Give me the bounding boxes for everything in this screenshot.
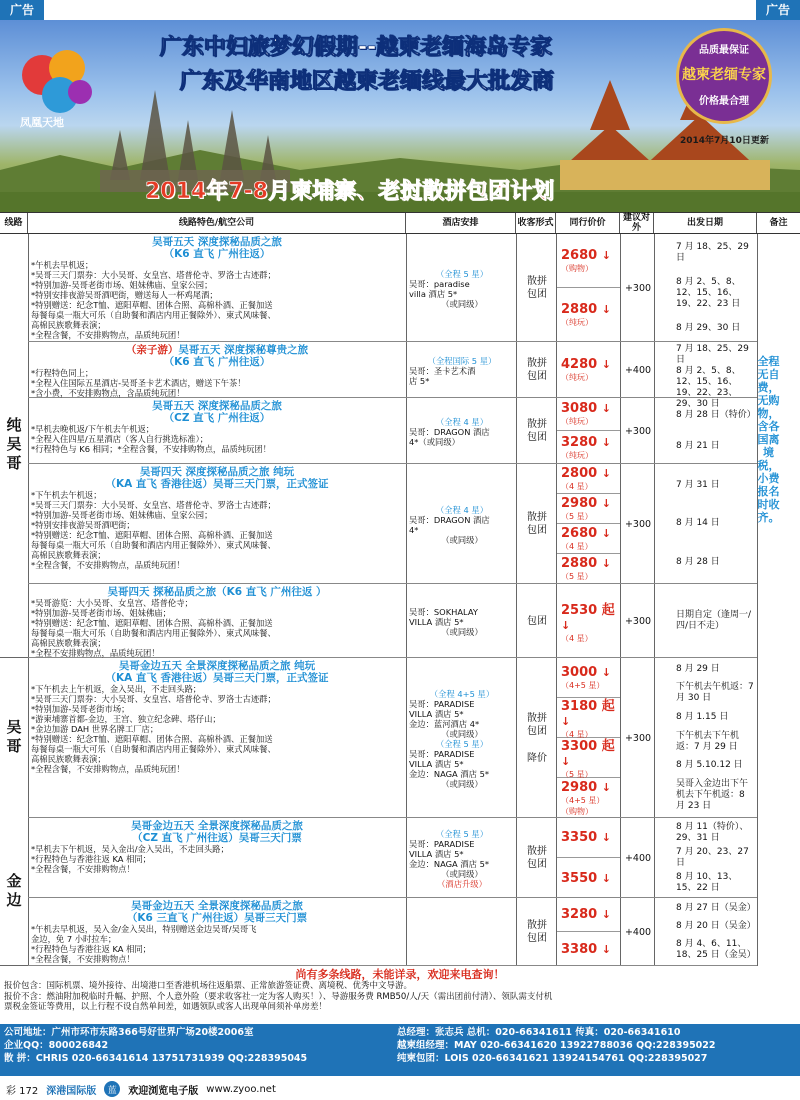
price-cell [557,738,620,778]
form-label: 散拼包团 [527,419,547,443]
price-value: 3000 ↓ [561,664,611,680]
hotel-info [409,902,515,964]
down-arrow-icon: ↓ [561,618,571,632]
price-value: 3280 ↓ [561,434,611,450]
departure-dates [656,466,756,582]
feature-line: *全程含餐，不安排购物点！ [31,954,135,964]
route-features [31,400,403,463]
price-value: 3550 ↓ [561,870,611,886]
booking-form [519,584,555,658]
route-tag: （亲子游） [125,344,179,356]
feature-line: *特别加游-吴哥老街市场、姐妹佛庙、皇家公园； [31,280,213,290]
date-line: 8 月 27 日（吴金） [676,903,756,914]
feature-line: *特别赠送：纪念T恤、遮阳草帽、团体合照、高棉朴酒、正餐加送 [31,530,273,540]
hotel-line: 吴哥：SOKHALAY [409,607,478,617]
suggested-price: +300 [624,615,652,627]
price-note: （4+5 星）（购物） [561,795,605,816]
route-subtitle: （KA 直飞 香港往返）吴哥三天门票，正式签证 [105,478,329,490]
date-line: 8 月 10、13、15、22 日 [676,872,738,894]
hotel-line: VILLA 酒店 5* [409,759,464,769]
header-features: 线路特色/航空公司 [28,213,406,233]
down-arrow-icon: ↓ [561,715,571,728]
feature-line: 高棉民族歌舞表演； [31,754,106,764]
form-label: 散拼包团 [527,512,547,536]
price-note: （5 星） [561,770,593,779]
price-cell [557,342,620,398]
departure-dates [656,344,756,409]
date-line: 吴哥入金边出下午机去下午机返：8 月 23 日 [676,779,749,812]
table-row [28,658,757,818]
feature-line: 高棉民族歌舞表演； [31,638,106,648]
route-title-line [31,236,403,248]
price-note: （纯玩） [561,318,593,327]
form-label: 散拼包团 [527,358,547,382]
feature-line: *全程含餐，不安排购物点，品质纯玩团！ [31,330,185,340]
price-note: （4 星） [561,633,593,643]
down-arrow-icon: ↓ [601,435,611,449]
hotel-line: 金边：NAGA 酒店 5* [409,859,490,869]
suggested-price: +400 [624,852,652,864]
feature-line: *吴哥游览：大小吴哥、女皇宫、塔普伦寺； [31,598,193,608]
feature-line: *特别加游-吴哥老街市场、姐妹佛庙； [31,608,171,618]
hotel-line: （全程 5 星） [435,829,489,839]
date-line: 8 月 2、5、8、12、15、16、19、22、23 日 [676,276,741,309]
down-arrow-icon: ↓ [601,780,611,794]
price-cell [557,858,620,898]
route-subtitle: （KA 直飞 香港往返）吴哥三天门票，正式签证 [105,672,329,684]
hotel-line: （酒店升级） [437,879,487,889]
suggested-price: +300 [624,282,652,294]
date-line: 8 月 20 日（吴金） [676,920,756,931]
route-features [31,820,403,897]
date-line: 8 月 29、30 日 [676,322,741,333]
table-row [28,398,757,464]
hotel-line: 金边：NAGA 酒店 5* [409,769,490,779]
feature-line: *特别加游-吴哥老街市场、姐妹佛庙、皇家公园； [31,510,213,520]
date-line: 7 月 31 日 [676,479,720,490]
feature-line: *早机去下午机返，吴入金出/金入吴出，不走回头路； [31,844,229,854]
route-subtitle: （CZ 直飞 广州往返）吴哥三天门票 [132,832,302,844]
header-dates: 出发日期 [654,213,757,233]
price-cell [557,464,620,494]
header-suggested: 建议对外 [620,213,654,233]
price-value: 2880 ↓ [561,302,611,317]
feature-line: *金边加游 DAH 世界名牌工厂店； [31,724,159,734]
hotel-info [409,822,515,896]
date-line: 8 月 5.10.12 日 [676,760,743,771]
booking-form [519,464,555,584]
price-value: 2680 ↓ [561,247,611,263]
hotel-line: （全程 4+5 星） [429,689,495,699]
hotel-info [409,588,515,656]
table-row [28,584,757,658]
notice: 尚有多条线路，未能详录，欢迎来电查询！ [295,968,505,981]
hotel-line: VILLA 酒店 5* [409,849,464,859]
hotel-line: 吴哥：paradise [409,279,470,289]
route-subtitle: （K6 三直飞 广州往返）吴哥三天门票 [126,912,308,924]
feature-line: *行程特色同上； [31,368,94,378]
feature-line: *午机去早机返，吴入金/金入吴出，特别赠送金边吴哥/吴哥飞 [31,924,257,934]
logo-text: 凤凰天地 [20,116,64,129]
price-inclusions [0,981,800,1023]
route-features [31,586,403,657]
down-arrow-icon: ↓ [601,557,611,570]
header-price: 同行价价 [556,213,620,233]
feature-line: *全程含餐，不安排购物点，品质纯玩团！ [31,560,185,570]
feature-line: *下午机去午机返； [31,490,102,500]
table-row [28,818,757,898]
table-row [28,234,757,342]
incl-line: 报价包含：国际机票、境外接待、出境港口至香港机场往返船票、正常旅游签证费、离境税、优秀中文导游。 [4,981,413,991]
route-subtitle: （K6 直飞 广州往返） [163,356,271,368]
price-cell [557,234,620,288]
hotel-line: 吴哥：PARADISE [409,749,475,759]
feature-line: *特别赠送：纪念T恤、遮阳草帽、团体合照、高棉朴酒、正餐加送 [31,300,273,310]
route-title: 吴哥金边五天 全景深度探秘品质之旅 纯玩 [118,660,316,672]
departure-dates [656,400,756,462]
down-arrow-icon: ↓ [561,755,571,768]
price-cell [557,698,620,738]
price-value: 2880 ↓ [561,556,611,571]
form-label: 散拼包团 [527,846,547,870]
price-value: 4280 ↓ [561,357,611,372]
seal-top: 品质最保证 [699,45,749,56]
date-line: 7 月 18、25、29 日 [676,242,749,264]
incl-line: 票税金签证等费用，以上行程不设自然单间差，如遇领队或客人出现单间须补单房差！ [4,1002,328,1012]
price-note: （纯玩） [561,417,593,426]
date-line: 8 月 2、5、8、12、15、16、19、22、23、29、30 日 [676,366,741,409]
price-value: 3180 起 ↓ [561,699,615,728]
gm-contact: 总经理：张志兵 总机：020-66341611 传真：020-66341610 [397,1027,681,1038]
price-cell [557,288,620,342]
feature-line: *特别安排夜游吴哥酒吧街，赠送每人一杯鸡尾酒； [31,290,218,300]
feature-line: 每餐每桌一瓶大可乐（自助餐和酒店内用正餐除外）、柬式风味餐、 [31,628,276,638]
departure-dates [656,236,756,340]
route-features [31,344,403,397]
booking-form [519,342,555,398]
date-line: 下午机去午机返：7 月 30 日 [676,682,754,704]
feature-line: *特别赠送：纪念T恤、遮阳草帽、团体合照、高棉朴酒、正餐加送 [31,618,273,628]
price-value: 3350 ↓ [561,830,611,845]
hotel-line: （全程 5 星） [435,739,489,749]
date-line: 8 月 21 日 [676,441,720,451]
feature-line: *特别赠送：纪念T恤、遮阳草帽、团体合照、高棉朴酒、正餐加送 [31,734,273,744]
feature-line: *吴哥三天门票券：大小吴哥、女皇宫、塔普伦寺、罗洛士古迹群； [31,694,276,704]
date-line: 7 月 20、23、27 日 [676,846,749,868]
hotel-line: 吴哥：圣卡艺术酒 [409,366,476,376]
route-title-line [31,900,403,912]
date-line: 下午机去下午机返：7 月 29 日 [676,730,740,752]
feature-line: *全程含餐，不安排购物点！ [31,864,135,874]
feature-line: *全程入住国际五星酒店-吴哥圣卡艺术酒店，赠送下午茶！ [31,378,246,388]
feature-line: *吴哥三天门票券：大小吴哥、女皇宫、塔普伦寺、罗洛士古迹群； [31,270,276,280]
down-arrow-icon: ↓ [601,871,611,885]
booking-form [519,234,555,342]
company-qq: 企业QQ：800026842 [4,1040,109,1051]
hotel-line: 吴哥：PARADISE [409,699,475,709]
feature-line: *午机去早机返； [31,260,94,270]
company-footer [0,1024,800,1076]
price-note: （5 星） [561,511,593,521]
date-line: 7 月 18、25、29 日 [676,344,749,365]
price-note: （5 星） [561,572,593,581]
feature-line: *行程特色与香港往返 KA 相同； [31,944,151,954]
hotel-line: （或同级） [441,869,483,879]
header-hotel: 酒店安排 [406,213,516,233]
table-row [28,464,757,584]
feature-line: *行程特色与 K6 相同；*全程含餐，不安排购物点，品质纯玩团！ [31,444,272,454]
price-note: （购物） [561,263,593,273]
banner [0,20,800,212]
category-phnom-penh: 金边 [0,818,28,966]
route-title: 吴哥金边五天 全景深度探秘品质之旅 [131,820,303,832]
route-title-line [31,400,403,412]
hotel-line: 4* [409,525,419,535]
hotel-line: villa 酒店 5* [409,289,458,299]
route-features [31,466,403,583]
form-label: 包团 [527,615,547,627]
booking-form [519,398,555,464]
route-title-line [31,820,403,832]
date-line: 8 月 28 日（特价） [676,410,756,420]
price-cell [557,554,620,584]
route-features [31,236,403,341]
color-badge: 蓝 [104,1081,120,1097]
form-label: 散拼包团 [527,712,547,737]
suggested-price: +300 [624,518,652,530]
feature-line: *游柬埔寨首都-金边，王宫、独立纪念碑、塔仔山； [31,714,221,724]
price-note: （4 星） [561,730,593,739]
hotel-line: 吴哥：DRAGON 酒店 [409,515,490,525]
route-title: 吴哥五天 深度探秘尊贵之旅 [178,344,309,356]
banner-subtitle: 2014年7-8月柬埔寨、老挝散拼包团计划 [145,179,554,204]
price-value: 2530 起 ↓ [561,602,615,632]
hotel-line: （全程 4 星） [435,417,489,427]
route-title-line [31,586,403,598]
form-label-2: 降价 [527,752,547,764]
site-url[interactable]: www.zyoo.net [206,1083,276,1095]
hotel-line: （或同级） [441,729,483,739]
down-arrow-icon: ↓ [601,496,611,510]
down-arrow-icon: ↓ [601,248,611,262]
down-arrow-icon: ↓ [601,303,611,316]
brand-logo [12,40,104,132]
route-subtitle: （K6 直飞 广州往返） [163,248,271,260]
quality-seal [676,28,772,124]
hotel-line: （全程 4 星） [435,505,489,515]
route-title: 吴哥四天 探秘品质之旅（K6 直飞 广州往返 ） [107,586,327,598]
company-address: 公司地址：广州市环市东路366号好世界广场20楼2006室 [4,1027,254,1038]
down-arrow-icon: ↓ [601,908,611,921]
route-title-line [31,466,403,478]
price-value: 3280 ↓ [561,907,611,922]
suggested-price: +400 [624,364,652,376]
route-title: 吴哥五天 深度探秘品质之旅 [152,236,282,248]
table-header [0,212,800,234]
departure-dates [656,660,756,816]
down-arrow-icon: ↓ [601,402,611,415]
price-note: （纯玩） [561,450,593,460]
price-cell [557,898,620,932]
feature-line: *行程特色与香港往返 KA 相同； [31,854,151,864]
hotel-line: （或同级） [441,299,483,309]
departure-dates [656,586,756,656]
incl-line: 报价不含：燃油附加税临时升幅、护照、个人意外险（要求收客社一定为客人购买！）、导游服务费 RMB50/人/天（需出团前付清）、领队需支付机 [4,991,553,1002]
feature-line: *下午机去上午机返，金入吴出，不走回头路； [31,684,202,694]
down-arrow-icon: ↓ [601,526,611,540]
header-notes: 备注 [769,218,788,228]
feature-line: 高棉民族歌舞表演； [31,320,106,330]
category-angkor: 吴哥 [4,719,23,757]
page-footer [0,1078,800,1100]
feature-line: *全程入住四星/五星酒店（客人自行挑选标准）； [31,434,209,444]
hotel-line: （或同级） [441,779,483,789]
feature-line: *全程含餐，不安排购物点，品质纯玩团！ [31,764,185,774]
hotel-line: 金边：蓝河酒店 4* [409,719,480,729]
down-arrow-icon: ↓ [601,665,611,679]
hotel-info [409,238,515,340]
hotel-line: 吴哥：PARADISE [409,839,475,849]
header-form: 收客形式 [516,213,556,233]
price-cell [557,584,620,658]
date-line: 8 月 11（特价）、29、31 日 [676,821,749,843]
price-cell [557,494,620,524]
route-features [31,660,403,817]
banner-title-2: 广东及华南地区越柬老缅线最大批发商 [180,69,555,94]
seal-mid: 越柬老缅专家 [682,67,766,83]
price-value: 2980 ↓ [561,495,611,511]
feature-line: 每餐每桌一瓶大可乐（自助餐和酒店内用正餐除外）、柬式风味餐、 [31,310,276,320]
hotel-info [409,662,515,816]
header-route: 线路 [0,213,28,233]
down-arrow-icon: ↓ [601,466,611,480]
down-arrow-icon: ↓ [601,942,611,956]
date-line: 8 月 14 日 [676,518,720,529]
hotel-line: （或同级） [441,627,483,637]
ad-label-right: 广告 [756,0,800,20]
chunjian-contact: 纯柬包团：LOIS 020-66341621 13924154761 QQ:228395027 [397,1053,708,1064]
form-label: 散拼包团 [527,920,547,944]
booking-form [519,658,555,818]
price-value: 3380 ↓ [561,941,611,957]
feature-line: 每餐每桌一瓶大可乐（自助餐和酒店内用正餐除外）、柬式风味餐、 [31,744,276,754]
sanpin-contact: 散 拼：CHRIS 020-66341614 13751731939 QQ:228395045 [4,1053,308,1064]
banner-title-1: 广东中妇旅梦幻假期--越柬老缅海岛专家 [160,35,553,60]
price-note: （4 星） [561,541,593,551]
hotel-line: （全程国际 5 星） [427,356,497,366]
date-line: 8 月 28 日 [676,557,720,568]
hotel-line: 4*（或同级） [409,437,460,447]
price-cell [557,932,620,966]
feature-line: *含小费，不安排购物点，含品质纯玩团！ [31,388,185,398]
price-value: 3080 ↓ [561,401,611,416]
price-value: 2800 ↓ [561,465,611,481]
feature-line: *吴哥三天门票券：大小吴哥、女皇宫、塔普伦寺、罗洛士古迹群； [31,500,276,510]
suggested-price: +300 [624,425,652,437]
page-number: 彩 172 [6,1085,39,1097]
date-line: 8 月 29 日 [676,663,720,674]
route-title-line [31,344,403,356]
feature-line: *全程不安排购物点，品质纯玩团！ [31,648,160,658]
hotel-info [409,346,515,396]
hotel-line: （或同级） [441,535,483,545]
price-value: 2980 ↓ [561,779,611,795]
feature-line: 每餐每桌一瓶大可乐（自助餐和酒店内用正餐除外）、柬式风味餐、 [31,540,276,550]
booking-form [519,898,555,966]
hotel-line: VILLA 酒店 5* [409,709,464,719]
ad-label-left: 广告 [0,0,44,20]
route-title: 吴哥五天 深度探秘品质之旅 [152,400,282,412]
price-cell [557,818,620,858]
route-title: 吴哥四天 深度探秘品质之旅 纯玩 [139,466,295,478]
hotel-line: VILLA 酒店 5* [409,617,464,627]
side-note: 全程无自费，无购物，含各国离境税，小费报名时收齐。 [757,355,780,524]
price-note: （4+5 星） [561,680,605,690]
price-note: （4 星） [561,481,593,491]
hotel-line: 店 5* [409,376,430,386]
down-arrow-icon: ↓ [601,831,611,844]
edition: 深港国际版 [46,1085,97,1097]
hotel-line: 吴哥：DRAGON 酒店 [409,427,490,437]
date-line: 日期自定（逢周一/四/日不走） [676,610,752,631]
hotel-info [409,468,515,582]
price-value: 2680 ↓ [561,525,611,541]
route-title: 吴哥金边五天 全景深度探秘品质之旅 [131,900,303,912]
route-subtitle: （CZ 直飞 广州往返） [163,412,271,424]
feature-line: 金边，免 7 小时拉车； [31,934,117,944]
feature-line: *特别安排夜游吴哥酒吧街； [31,520,135,530]
hotel-line: （全程 5 星） [435,269,489,279]
form-label: 散拼包团 [527,276,547,300]
hotel-info [409,402,515,462]
feature-line: 高棉民族歌舞表演； [31,550,106,560]
route-title-line [31,660,403,672]
date-line: 8 月 4、6、11、18、25 日（金吴） [676,938,756,960]
route-features [31,900,403,965]
departure-dates [656,820,756,896]
down-arrow-icon: ↓ [601,358,611,371]
table-row [28,898,757,966]
price-cell [557,658,620,698]
feature-line: *特别加游-吴哥老街市场； [31,704,130,714]
date-line: 8 月 1.15 日 [676,712,729,723]
welcome-text: 欢迎浏览电子版 [128,1085,199,1097]
yuejian-contact: 越柬组经理：MAY 020-66341620 13922788036 QQ:228395022 [397,1040,716,1051]
price-cell [557,524,620,554]
feature-line: *早机去晚机返/下午机去午机返； [31,424,155,434]
price-note: （纯玩） [561,373,593,382]
suggested-price: +300 [624,732,652,744]
category-pure-angkor: 纯吴哥 [0,234,28,658]
departure-dates [656,900,756,964]
booking-form [519,818,555,898]
seal-bot: 价格最合理 [699,96,749,107]
price-cell [557,398,620,431]
suggested-price: +400 [624,926,652,938]
price-cell [557,778,620,818]
update-date: 2014年7月10日更新 [680,136,769,146]
price-cell [557,431,620,464]
price-value: 3300 起 ↓ [561,739,615,768]
